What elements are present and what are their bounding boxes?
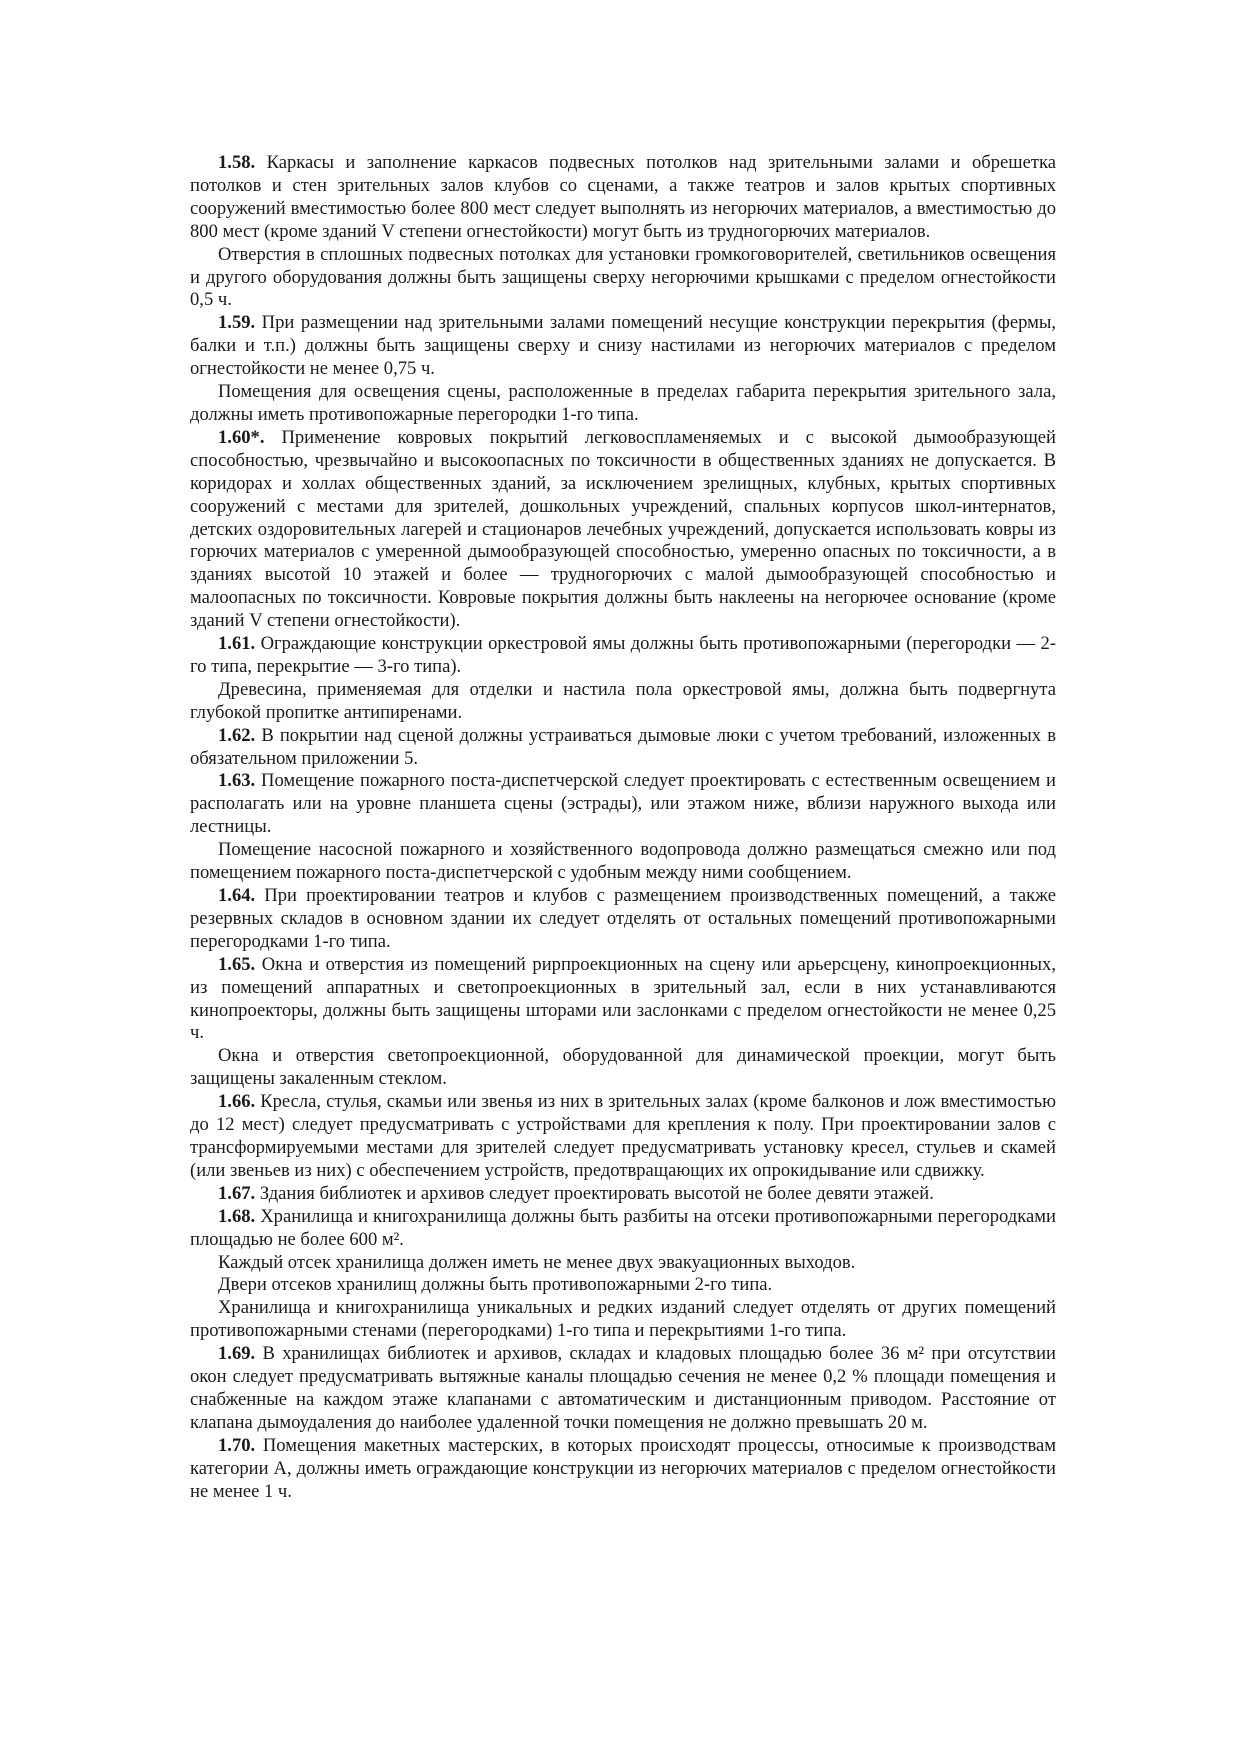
paragraph-text: Помещение пожарного поста-диспетчерской следует проектировать с естественным освещением и располагать или на уровне планшета сцены (эстрады), или этажом ниже, вблизи наружного выхода или лестницы. [190, 770, 1056, 838]
paragraph-text: В покрытии над сценой должны устраиваться дымовые люки с учетом требований, изложенных в обязательном приложении 5. [190, 724, 1056, 769]
clause-number: 1.61. [218, 633, 256, 655]
clause-number: 1.64. [218, 885, 256, 906]
clause-number: 1.66. [218, 1091, 256, 1113]
paragraph-text: Помещения для освещения сцены, расположенные в пределах габарита перекрытия зрительного зала, должны иметь противопожарные перегородки 1-го типа. [190, 381, 1056, 425]
paragraph-text: При проектировании театров и клубов с размещением производственных помещений, а также резервных складов в основном здании их следует отделять от остальных помещений противопожарными перегородками 1-го типа. [190, 885, 1056, 952]
paragraph-text: Каждый отсек хранилища должен иметь не менее двух эвакуационных выходов. [218, 1251, 856, 1273]
paragraph-1-68 [190, 1206, 1056, 1252]
paragraph-1-68-cont-2 [190, 1274, 1056, 1297]
paragraph-1-59-cont [190, 381, 1056, 427]
clause-number: 1.63. [218, 770, 256, 792]
paragraph-1-58-cont [190, 244, 1056, 313]
paragraph-1-61-cont [190, 679, 1056, 725]
paragraph-1-68-cont-3 [190, 1297, 1056, 1343]
paragraph-text: Каркасы и заполнение каркасов подвесных потолков над зрительными залами и обрешетка потолков и стен зрительных залов клубов со сценами, а также театров и залов крытых спортивных сооружений вместимостью более 800 мест следует выполнять из негорючих материалов, а вместимостью до 800 мест (кроме зданий V степени огнестойкости) могут быть из трудногорючих материалов. [190, 152, 1056, 242]
paragraph-text: Хранилища и книгохранилища уникальных и редких изданий следует отделять от других помещений противопожарными стенами (перегородками) 1-го типа и перекрытиями 1-го типа. [190, 1297, 1056, 1342]
paragraph-text: В хранилищах библиотек и архивов, складах и кладовых площадью более 36 м² при отсутствии окон следует предусматривать вытяжные каналы площадью сечения не менее 0,2 % площади помещения и снабженные на каждом этаже клапанами с автоматическим и дистанционным приводом. Расстояние от клапана дымоудаления до наиболее удаленной точки помещения не должно превышать 20 м. [190, 1343, 1056, 1433]
paragraph-1-65-cont [190, 1045, 1056, 1091]
paragraph-1-58 [190, 152, 1056, 244]
paragraph-1-64 [190, 885, 1056, 954]
clause-number: 1.65. [218, 953, 256, 975]
paragraph-1-59 [190, 312, 1056, 381]
paragraph-text: Кресла, стулья, скамьи или звенья из них в зрительных залах (кроме балконов и лож вместимостью до 12 мест) следует предусматривать с устройствами для крепления к полу. При проектировании залов с трансформируемыми местами для зрителей следует предусматривать установку кресел, стульев и скамей (или звеньев из них) с обеспечением устройств, предотвращающих их опрокидывание или сдвижку. [190, 1091, 1056, 1181]
paragraph-text: Помещение насосной пожарного и хозяйственного водопровода должно размещаться смежно или под помещением пожарного поста-диспетчерской с удобным между ними сообщением. [190, 839, 1056, 884]
paragraph-1-66 [190, 1091, 1056, 1183]
paragraph-1-67 [190, 1183, 1056, 1206]
paragraph-1-70 [190, 1435, 1056, 1504]
clause-number: 1.59. [218, 312, 256, 334]
paragraph-text: Отверстия в сплошных подвесных потолках для установки громкоговорителей, светильников освещения и другого оборудования должны быть защищены сверху негорючими крышками с пределом огнестойкости 0,5 ч. [190, 243, 1056, 311]
paragraph-text: Двери отсеков хранилищ должны быть противопожарными 2-го типа. [218, 1274, 773, 1296]
paragraph-text: Ограждающие конструкции оркестровой ямы должны быть противопожарными (перегородки — 2-го типа, перекрытие — 3-го типа). [190, 633, 1056, 677]
paragraph-1-60 [190, 427, 1056, 633]
paragraph-text: Древесина, применяемая для отделки и настила пола оркестровой ямы, должна быть подвергнута глубокой пропитке антипиренами. [190, 678, 1056, 723]
paragraph-text: Хранилища и книгохранилища должны быть разбиты на отсеки противопожарными перегородками площадью не более 600 м². [190, 1205, 1056, 1250]
paragraph-1-62 [190, 725, 1056, 771]
paragraph-text: При размещении над зрительными залами помещений несущие конструкции перекрытия (фермы, балки и т.п.) должны быть защищены сверху и снизу настилами из негорючих материалов с пределом огнестойкости не менее 0,75 ч. [190, 312, 1056, 380]
clause-number: 1.70. [218, 1434, 256, 1456]
paragraph-1-69 [190, 1343, 1056, 1435]
paragraph-1-63 [190, 770, 1056, 839]
paragraph-text: Окна и отверстия светопроекционной, оборудованной для динамической проекции, могут быть защищены закаленным стеклом. [190, 1045, 1056, 1090]
paragraph-1-68-cont-1 [190, 1252, 1056, 1275]
clause-number: 1.69. [218, 1343, 256, 1365]
paragraph-text: Применение ковровых покрытий легковоспламеняемых и с высокой дымообразующей способностью, чрезвычайно и высокоопасных по токсичности в общественных зданиях не допускается. В коридорах и холлах общественных зданий, за исключением зрелищных, клубных, крытых спортивных сооружений с местами для зрителей, дошкольных учреждений, спальных корпусов школ-интернатов, детских оздоровительных лагерей и стационаров лечебных учреждений, допускается использовать ковры из горючих материалов с умеренной дымообразующей способностью, умеренно опасных по токсичности, а в зданиях высотой 10 этажей и более — трудногорючих с малой дымообразующей способностью и малоопасных по токсичности. Ковровые покрытия должны быть наклеены на негорючее основание (кроме зданий V степени огнестойкости). [190, 426, 1056, 632]
paragraph-1-61 [190, 633, 1056, 679]
clause-number: 1.68. [218, 1205, 256, 1227]
clause-number: 1.62. [218, 724, 256, 746]
clause-number: 1.67. [218, 1182, 256, 1204]
document-page [190, 152, 1056, 1503]
paragraph-text: Здания библиотек и архивов следует проектировать высотой не более девяти этажей. [255, 1182, 934, 1204]
paragraph-1-63-cont [190, 839, 1056, 885]
paragraph-text: Окна и отверстия из помещений рирпроекционных на сцену или арьерсцену, кинопроекционных, из помещений аппаратных и светопроекционных в зрительный зал, если в них устанавливаются кинопроекторы, должны быть защищены шторами или заслонками с пределом огнестойкости не менее 0,25 ч. [190, 953, 1056, 1044]
paragraph-1-65 [190, 954, 1056, 1046]
clause-number: 1.58. [218, 152, 256, 173]
clause-number: 1.60*. [218, 426, 265, 448]
paragraph-text: Помещения макетных мастерских, в которых происходят процессы, относимые к производствам категории А, должны иметь ограждающие конструкции из негорючих материалов с пределом огнестойкости не менее 1 ч. [190, 1434, 1056, 1502]
